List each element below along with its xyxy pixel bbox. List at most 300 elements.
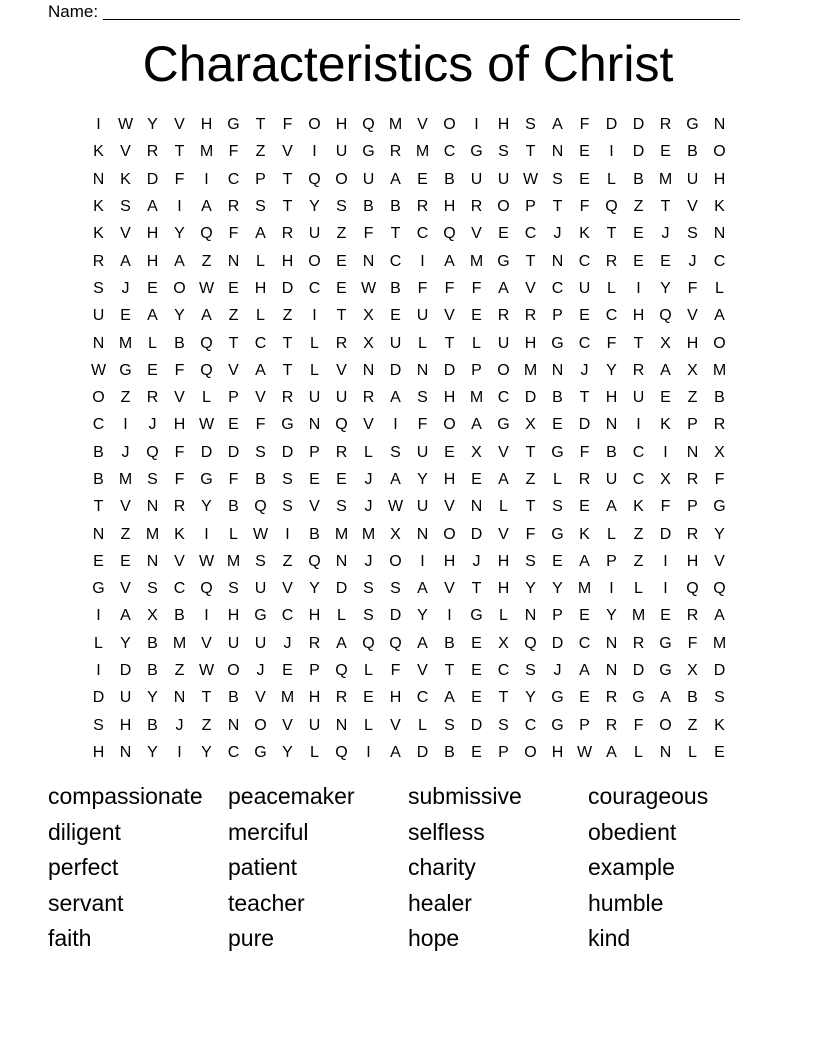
grid-letter[interactable]: J	[364, 471, 373, 488]
grid-letter[interactable]: V	[336, 361, 347, 379]
grid-letter[interactable]: E	[579, 170, 590, 188]
grid-letter[interactable]: J	[364, 498, 373, 516]
grid-letter[interactable]: N	[173, 689, 186, 707]
grid-letter[interactable]: I	[663, 552, 668, 570]
grid-letter[interactable]: P	[579, 716, 590, 734]
grid-letter[interactable]: L	[364, 716, 373, 734]
grid-letter[interactable]: O	[524, 743, 537, 761]
grid-letter[interactable]: Y	[660, 279, 671, 297]
grid-letter[interactable]: M	[280, 689, 295, 707]
grid-letter[interactable]: Z	[201, 716, 212, 734]
grid-letter[interactable]: A	[417, 634, 428, 652]
grid-letter[interactable]: B	[633, 170, 644, 188]
grid-letter[interactable]: R	[497, 307, 510, 325]
grid-letter[interactable]: O	[713, 334, 726, 352]
grid-letter[interactable]: R	[470, 198, 483, 216]
grid-letter[interactable]: O	[713, 143, 726, 161]
grid-letter[interactable]: W	[198, 279, 215, 297]
grid-letter[interactable]: A	[174, 252, 185, 270]
grid-letter[interactable]: F	[606, 334, 617, 352]
grid-letter[interactable]: O	[497, 361, 510, 379]
grid-letter[interactable]: R	[416, 198, 429, 216]
grid-letter[interactable]: X	[363, 334, 374, 352]
grid-letter[interactable]: A	[120, 252, 131, 270]
grid-letter[interactable]: G	[551, 443, 564, 461]
grid-letter[interactable]: R	[578, 471, 591, 488]
grid-letter[interactable]: Y	[417, 471, 428, 488]
grid-letter[interactable]: D	[632, 116, 645, 134]
grid-letter[interactable]: J	[256, 662, 265, 680]
grid-letter[interactable]: L	[310, 743, 319, 761]
grid-letter[interactable]: X	[660, 471, 671, 488]
grid-letter[interactable]: T	[282, 361, 293, 379]
grid-letter[interactable]: R	[227, 198, 240, 216]
grid-letter[interactable]: L	[418, 716, 427, 734]
grid-letter[interactable]: S	[390, 443, 401, 461]
grid-letter[interactable]: T	[444, 662, 455, 680]
grid-letter[interactable]: A	[336, 634, 347, 652]
grid-letter[interactable]: G	[497, 252, 510, 270]
grid-letter[interactable]: I	[177, 743, 182, 761]
grid-letter[interactable]: U	[227, 634, 240, 652]
grid-letter[interactable]: N	[605, 416, 618, 434]
grid-letter[interactable]: A	[660, 361, 671, 379]
grid-letter[interactable]: T	[201, 689, 212, 707]
grid-letter[interactable]: S	[525, 662, 536, 680]
grid-letter[interactable]: D	[632, 143, 645, 161]
grid-letter[interactable]: K	[93, 198, 104, 216]
grid-letter[interactable]: B	[93, 471, 104, 488]
grid-letter[interactable]: P	[228, 389, 239, 407]
grid-letter[interactable]: I	[312, 307, 317, 325]
grid-letter[interactable]: L	[310, 361, 319, 379]
grid-letter[interactable]: M	[118, 334, 133, 352]
grid-letter[interactable]: G	[470, 607, 483, 625]
grid-letter[interactable]: U	[686, 170, 699, 188]
grid-letter[interactable]: I	[204, 607, 209, 625]
grid-letter[interactable]: Y	[309, 198, 320, 216]
grid-letter[interactable]: H	[443, 471, 456, 488]
grid-letter[interactable]: P	[498, 743, 509, 761]
grid-letter[interactable]: R	[686, 607, 699, 625]
grid-letter[interactable]: D	[578, 416, 591, 434]
grid-letter[interactable]: V	[282, 580, 293, 598]
grid-letter[interactable]: Y	[417, 607, 428, 625]
grid-letter[interactable]: N	[713, 225, 726, 243]
grid-letter[interactable]: F	[228, 225, 239, 243]
grid-letter[interactable]: C	[497, 389, 510, 407]
grid-letter[interactable]: L	[688, 743, 697, 761]
grid-letter[interactable]: H	[497, 580, 510, 598]
grid-letter[interactable]: G	[659, 634, 672, 652]
grid-letter[interactable]: N	[416, 525, 429, 543]
grid-letter[interactable]: X	[687, 662, 698, 680]
grid-letter[interactable]: S	[282, 498, 293, 516]
grid-letter[interactable]: D	[146, 170, 159, 188]
grid-letter[interactable]: P	[552, 607, 563, 625]
grid-letter[interactable]: S	[552, 170, 563, 188]
grid-letter[interactable]: W	[522, 170, 539, 188]
grid-letter[interactable]: F	[633, 716, 644, 734]
grid-letter[interactable]: K	[714, 198, 725, 216]
grid-letter[interactable]: K	[174, 525, 185, 543]
grid-letter[interactable]: R	[605, 689, 618, 707]
grid-letter[interactable]: G	[713, 498, 726, 516]
grid-letter[interactable]: U	[497, 170, 510, 188]
grid-letter[interactable]: L	[715, 279, 724, 297]
grid-letter[interactable]: S	[498, 143, 509, 161]
grid-letter[interactable]: Y	[525, 689, 536, 707]
grid-letter[interactable]: B	[174, 607, 185, 625]
grid-letter[interactable]: V	[444, 307, 455, 325]
grid-letter[interactable]: V	[471, 225, 482, 243]
grid-letter[interactable]: U	[308, 389, 321, 407]
grid-letter[interactable]: J	[121, 443, 130, 461]
grid-letter[interactable]: A	[471, 416, 482, 434]
grid-letter[interactable]: V	[120, 498, 131, 516]
grid-letter[interactable]: V	[255, 389, 266, 407]
grid-letter[interactable]: M	[631, 607, 646, 625]
grid-letter[interactable]: K	[714, 716, 725, 734]
grid-letter[interactable]: T	[228, 334, 239, 352]
grid-letter[interactable]: O	[335, 170, 348, 188]
grid-letter[interactable]: J	[121, 279, 130, 297]
grid-letter[interactable]: C	[281, 607, 294, 625]
grid-letter[interactable]: D	[389, 361, 402, 379]
grid-letter[interactable]: G	[281, 416, 294, 434]
grid-letter[interactable]: U	[578, 279, 591, 297]
grid-letter[interactable]: G	[632, 689, 645, 707]
grid-letter[interactable]: A	[498, 471, 509, 488]
grid-letter[interactable]: Z	[174, 662, 185, 680]
grid-letter[interactable]: R	[281, 389, 294, 407]
grid-letter[interactable]: T	[93, 498, 104, 516]
grid-letter[interactable]: X	[147, 607, 158, 625]
grid-letter[interactable]: C	[92, 416, 105, 434]
grid-letter[interactable]: B	[147, 634, 158, 652]
grid-letter[interactable]: M	[145, 525, 160, 543]
grid-letter[interactable]: L	[202, 389, 211, 407]
grid-letter[interactable]: S	[687, 225, 698, 243]
grid-letter[interactable]: E	[579, 498, 590, 516]
grid-letter[interactable]: D	[227, 443, 240, 461]
grid-letter[interactable]: D	[389, 607, 402, 625]
grid-letter[interactable]: F	[660, 498, 671, 516]
grid-letter[interactable]: E	[579, 607, 590, 625]
grid-letter[interactable]: E	[336, 279, 347, 297]
grid-letter[interactable]: B	[228, 498, 239, 516]
grid-letter[interactable]: F	[282, 116, 293, 134]
grid-letter[interactable]: E	[714, 743, 725, 761]
grid-letter[interactable]: S	[444, 716, 455, 734]
grid-letter[interactable]: F	[471, 279, 482, 297]
grid-letter[interactable]: C	[578, 634, 591, 652]
grid-letter[interactable]: B	[390, 198, 401, 216]
grid-letter[interactable]: F	[714, 471, 725, 488]
grid-letter[interactable]: A	[417, 580, 428, 598]
grid-letter[interactable]: E	[228, 279, 239, 297]
grid-letter[interactable]: B	[444, 170, 455, 188]
grid-letter[interactable]: Y	[606, 361, 617, 379]
grid-letter[interactable]: K	[660, 416, 671, 434]
grid-letter[interactable]: P	[309, 443, 320, 461]
grid-letter[interactable]: T	[255, 116, 266, 134]
grid-letter[interactable]: Q	[362, 634, 375, 652]
grid-letter[interactable]: N	[605, 662, 618, 680]
grid-letter[interactable]: F	[174, 443, 185, 461]
grid-letter[interactable]: F	[255, 416, 266, 434]
grid-letter[interactable]: N	[362, 361, 375, 379]
grid-letter[interactable]: E	[660, 607, 671, 625]
grid-letter[interactable]: G	[470, 143, 483, 161]
grid-letter[interactable]: M	[712, 634, 727, 652]
grid-letter[interactable]: E	[471, 662, 482, 680]
grid-letter[interactable]: U	[119, 689, 132, 707]
grid-letter[interactable]: I	[420, 552, 425, 570]
grid-letter[interactable]: C	[254, 334, 267, 352]
grid-letter[interactable]: T	[174, 143, 185, 161]
grid-letter[interactable]: Y	[309, 580, 320, 598]
grid-letter[interactable]: Z	[201, 252, 212, 270]
grid-letter[interactable]: Z	[525, 471, 536, 488]
grid-letter[interactable]: A	[606, 743, 617, 761]
grid-letter[interactable]: S	[120, 198, 131, 216]
grid-letter[interactable]: N	[146, 552, 159, 570]
grid-letter[interactable]: N	[470, 498, 483, 516]
grid-letter[interactable]: H	[227, 607, 240, 625]
grid-letter[interactable]: M	[172, 634, 187, 652]
grid-letter[interactable]: A	[390, 389, 401, 407]
grid-letter[interactable]: X	[390, 525, 401, 543]
grid-letter[interactable]: E	[120, 552, 131, 570]
grid-letter[interactable]: B	[687, 689, 698, 707]
grid-letter[interactable]: W	[198, 662, 215, 680]
grid-letter[interactable]: V	[174, 552, 185, 570]
grid-letter[interactable]: R	[92, 252, 105, 270]
grid-letter[interactable]: N	[119, 743, 132, 761]
grid-letter[interactable]: L	[472, 334, 481, 352]
grid-letter[interactable]: B	[390, 279, 401, 297]
grid-letter[interactable]: E	[579, 307, 590, 325]
grid-letter[interactable]: S	[93, 716, 104, 734]
grid-letter[interactable]: Y	[147, 689, 158, 707]
grid-letter[interactable]: E	[471, 307, 482, 325]
grid-letter[interactable]: N	[92, 334, 105, 352]
grid-letter[interactable]: A	[201, 198, 212, 216]
grid-letter[interactable]: M	[226, 552, 241, 570]
grid-letter[interactable]: J	[580, 361, 589, 379]
grid-letter[interactable]: S	[525, 552, 536, 570]
grid-letter[interactable]: A	[606, 498, 617, 516]
grid-letter[interactable]: J	[175, 716, 184, 734]
grid-letter[interactable]: E	[633, 225, 644, 243]
grid-letter[interactable]: N	[335, 552, 348, 570]
grid-letter[interactable]: M	[523, 361, 538, 379]
grid-letter[interactable]: Q	[335, 416, 348, 434]
grid-letter[interactable]: V	[255, 689, 266, 707]
grid-letter[interactable]: N	[551, 361, 564, 379]
grid-letter[interactable]: E	[471, 634, 482, 652]
grid-letter[interactable]: D	[443, 361, 456, 379]
grid-letter[interactable]: A	[444, 252, 455, 270]
grid-letter[interactable]: A	[552, 116, 563, 134]
grid-letter[interactable]: C	[443, 143, 456, 161]
grid-letter[interactable]: R	[362, 389, 375, 407]
grid-letter[interactable]: C	[632, 443, 645, 461]
grid-letter[interactable]: U	[389, 334, 402, 352]
grid-letter[interactable]: E	[336, 471, 347, 488]
grid-letter[interactable]: I	[366, 743, 371, 761]
grid-letter[interactable]: H	[146, 225, 159, 243]
grid-letter[interactable]: B	[174, 334, 185, 352]
grid-letter[interactable]: V	[201, 634, 212, 652]
grid-letter[interactable]: P	[687, 498, 698, 516]
grid-letter[interactable]: Q	[308, 170, 321, 188]
grid-letter[interactable]: N	[308, 416, 321, 434]
grid-letter[interactable]: I	[312, 143, 317, 161]
grid-letter[interactable]: I	[204, 525, 209, 543]
grid-letter[interactable]: N	[686, 443, 699, 461]
grid-letter[interactable]: E	[660, 389, 671, 407]
grid-letter[interactable]: L	[256, 252, 265, 270]
grid-letter[interactable]: A	[660, 689, 671, 707]
grid-letter[interactable]: O	[173, 279, 186, 297]
grid-letter[interactable]: V	[498, 443, 509, 461]
grid-letter[interactable]: Z	[282, 307, 293, 325]
grid-letter[interactable]: C	[578, 252, 591, 270]
grid-letter[interactable]: R	[281, 225, 294, 243]
grid-letter[interactable]: S	[147, 580, 158, 598]
grid-letter[interactable]: J	[661, 225, 670, 243]
grid-letter[interactable]: R	[713, 416, 726, 434]
grid-letter[interactable]: E	[228, 416, 239, 434]
grid-letter[interactable]: U	[362, 170, 375, 188]
grid-letter[interactable]: F	[525, 525, 536, 543]
grid-letter[interactable]: D	[281, 279, 294, 297]
grid-letter[interactable]: Q	[335, 743, 348, 761]
grid-letter[interactable]: N	[551, 143, 564, 161]
grid-letter[interactable]: I	[636, 416, 641, 434]
grid-letter[interactable]: V	[309, 498, 320, 516]
grid-letter[interactable]: W	[576, 743, 593, 761]
grid-letter[interactable]: Q	[362, 116, 375, 134]
grid-letter[interactable]: N	[524, 607, 537, 625]
grid-letter[interactable]: F	[228, 143, 239, 161]
grid-letter[interactable]: F	[579, 443, 590, 461]
grid-letter[interactable]: Q	[146, 443, 159, 461]
grid-letter[interactable]: E	[471, 689, 482, 707]
grid-letter[interactable]: O	[443, 416, 456, 434]
grid-letter[interactable]: B	[687, 143, 698, 161]
grid-letter[interactable]: T	[525, 143, 536, 161]
grid-letter[interactable]: R	[632, 634, 645, 652]
grid-letter[interactable]: R	[146, 389, 159, 407]
grid-letter[interactable]: G	[551, 525, 564, 543]
grid-letter[interactable]: W	[252, 525, 269, 543]
grid-letter[interactable]: V	[120, 225, 131, 243]
grid-letter[interactable]: P	[606, 552, 617, 570]
grid-letter[interactable]: X	[471, 443, 482, 461]
grid-letter[interactable]: X	[714, 443, 725, 461]
grid-letter[interactable]: Z	[633, 198, 644, 216]
grid-letter[interactable]: W	[117, 116, 134, 134]
grid-letter[interactable]: U	[254, 634, 267, 652]
grid-letter[interactable]: C	[713, 252, 726, 270]
grid-letter[interactable]: G	[551, 334, 564, 352]
grid-letter[interactable]: H	[686, 552, 699, 570]
grid-letter[interactable]: H	[308, 689, 321, 707]
grid-letter[interactable]: E	[417, 170, 428, 188]
grid-letter[interactable]: G	[497, 416, 510, 434]
grid-letter[interactable]: S	[255, 198, 266, 216]
grid-letter[interactable]: I	[285, 525, 290, 543]
grid-letter[interactable]: D	[470, 716, 483, 734]
grid-letter[interactable]: T	[525, 498, 536, 516]
grid-letter[interactable]: K	[93, 225, 104, 243]
grid-letter[interactable]: E	[552, 552, 563, 570]
grid-letter[interactable]: L	[310, 334, 319, 352]
grid-letter[interactable]: N	[146, 498, 159, 516]
grid-letter[interactable]: J	[553, 662, 562, 680]
grid-letter[interactable]: L	[634, 580, 643, 598]
grid-letter[interactable]: N	[227, 252, 240, 270]
grid-letter[interactable]: M	[712, 361, 727, 379]
grid-letter[interactable]: B	[714, 389, 725, 407]
grid-letter[interactable]: T	[552, 198, 563, 216]
grid-letter[interactable]: B	[606, 443, 617, 461]
grid-letter[interactable]: F	[687, 279, 698, 297]
grid-letter[interactable]: E	[579, 143, 590, 161]
grid-letter[interactable]: A	[147, 198, 158, 216]
grid-letter[interactable]: R	[389, 143, 402, 161]
grid-letter[interactable]: E	[471, 743, 482, 761]
grid-letter[interactable]: N	[659, 743, 672, 761]
grid-letter[interactable]: G	[92, 580, 105, 598]
grid-letter[interactable]: V	[282, 143, 293, 161]
grid-letter[interactable]: E	[471, 471, 482, 488]
grid-letter[interactable]: Q	[389, 634, 402, 652]
grid-letter[interactable]: C	[578, 334, 591, 352]
grid-letter[interactable]: C	[416, 225, 429, 243]
grid-letter[interactable]: B	[309, 525, 320, 543]
grid-letter[interactable]: B	[363, 198, 374, 216]
grid-letter[interactable]: T	[282, 170, 293, 188]
grid-letter[interactable]: F	[174, 361, 185, 379]
grid-letter[interactable]: F	[228, 471, 239, 488]
grid-letter[interactable]: S	[363, 607, 374, 625]
grid-letter[interactable]: Y	[147, 116, 158, 134]
grid-letter[interactable]: G	[362, 143, 375, 161]
grid-letter[interactable]: E	[336, 252, 347, 270]
grid-letter[interactable]: B	[147, 662, 158, 680]
grid-letter[interactable]: R	[335, 443, 348, 461]
name-blank-line[interactable]	[103, 4, 740, 20]
grid-letter[interactable]: Y	[714, 525, 725, 543]
grid-letter[interactable]: D	[416, 743, 429, 761]
grid-letter[interactable]: L	[553, 471, 562, 488]
grid-letter[interactable]: H	[173, 416, 186, 434]
grid-letter[interactable]: D	[119, 662, 132, 680]
grid-letter[interactable]: G	[254, 743, 267, 761]
grid-letter[interactable]: J	[688, 252, 697, 270]
grid-letter[interactable]: Z	[228, 307, 239, 325]
grid-letter[interactable]: O	[308, 252, 321, 270]
grid-letter[interactable]: A	[255, 361, 266, 379]
grid-letter[interactable]: H	[254, 279, 267, 297]
grid-letter[interactable]: M	[199, 143, 214, 161]
grid-letter[interactable]: A	[714, 607, 725, 625]
grid-letter[interactable]: T	[633, 334, 644, 352]
